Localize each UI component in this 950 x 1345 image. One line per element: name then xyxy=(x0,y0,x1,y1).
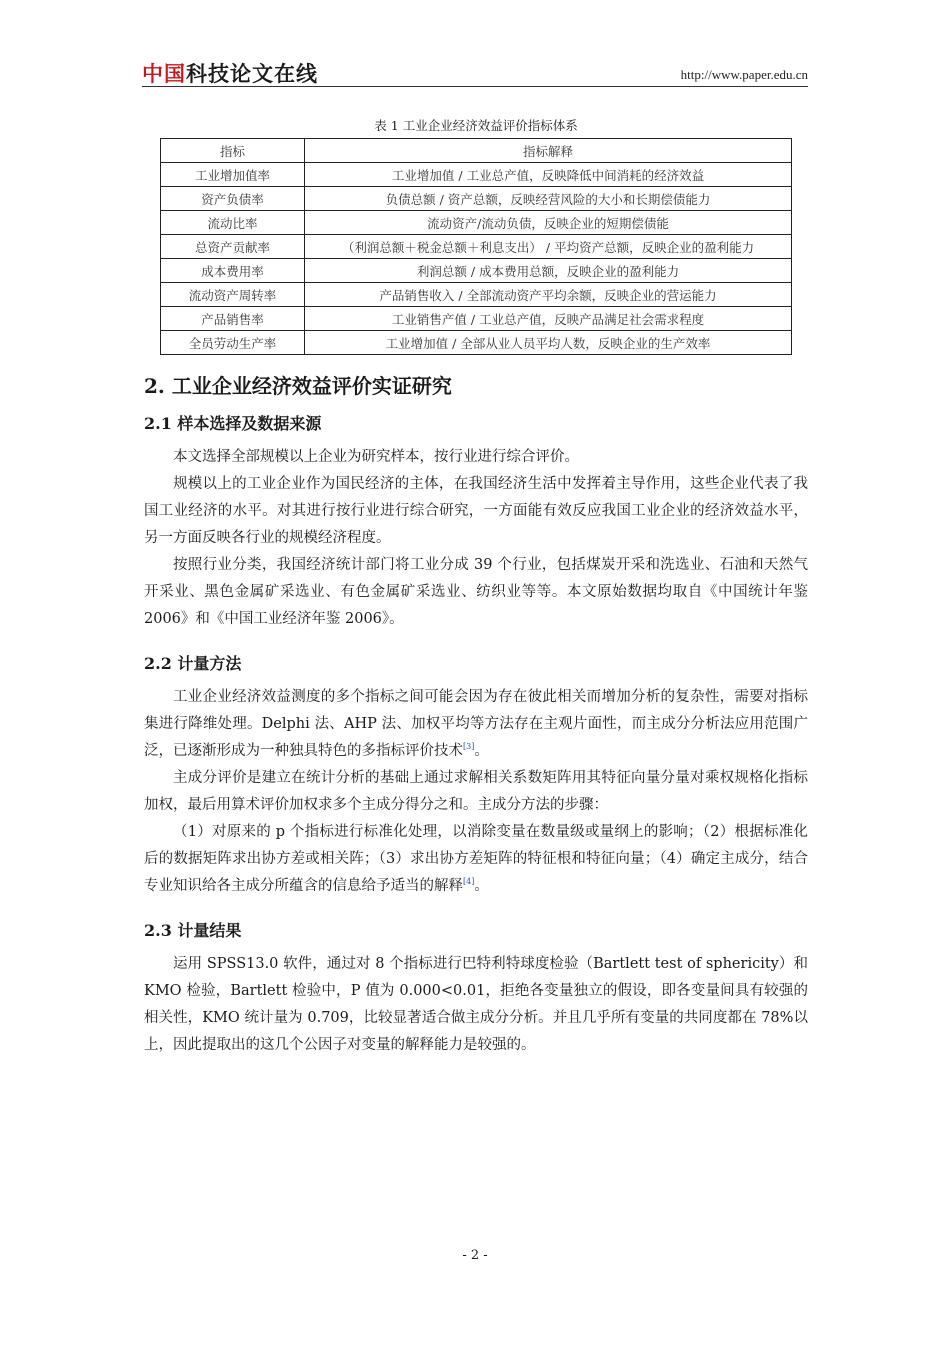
site-logo xyxy=(142,58,318,88)
logo-red-text: 中国 xyxy=(142,62,186,86)
subsection-heading-2-3: 2.3 计量结果 xyxy=(144,921,242,940)
indicator-table xyxy=(160,138,792,355)
table-row xyxy=(161,331,792,355)
subsection-heading-2-1: 2.1 样本选择及数据来源 xyxy=(144,414,322,433)
table-cell: 工业增加值 / 工业总产值，反映降低中间消耗的经济效益 xyxy=(305,163,792,187)
table-cell: 全员劳动生产率 xyxy=(161,331,305,355)
table-cell: 利润总额 / 成本费用总额，反映企业的盈利能力 xyxy=(305,259,792,283)
table-row xyxy=(161,163,792,187)
citation-link[interactable]: [4] xyxy=(463,877,475,887)
table-row xyxy=(161,235,792,259)
paragraph xyxy=(144,684,808,765)
table-cell: 产品销售率 xyxy=(161,307,305,331)
paragraph-text: 工业企业经济效益测度的多个指标之间可能会因为存在彼此相关而增加分析的复杂性，需要对指标集进行降维处理。Delphi 法、AHP 法、加权平均等方法存在主观片面性，而主成分分析法应用范围广泛，已逐渐形成为一种独具特色的多指标评价技术 xyxy=(144,689,808,759)
table-row xyxy=(161,187,792,211)
table-cell: 流动比率 xyxy=(161,211,305,235)
header-url: http://www.paper.edu.cn xyxy=(680,67,808,82)
table-cell: 工业增加值率 xyxy=(161,163,305,187)
paragraph: 运用 SPSS13.0 软件，通过对 8 个指标进行巴特利特球度检验（Bartlett test of sphericity）和 KMO 检验，Bartlett 检验中，P 值为 0.000<0.01，拒绝各变量独立的假设，即各变量间具有较强的相关性，KMO 统计量为 0.709，比较显著适合做主成分分析。并且几乎所有变量的共同度都在 78%以上，因此提取出的这几个公因子对变量的解释能力是较强的。 xyxy=(144,956,808,1053)
citation-link[interactable]: [3] xyxy=(463,742,475,752)
table-cell: 流动资产周转率 xyxy=(161,283,305,307)
section-heading: 2. 工业企业经济效益评价实证研究 xyxy=(144,374,452,398)
table-row xyxy=(161,211,792,235)
paragraph xyxy=(144,819,808,900)
table-row xyxy=(161,283,792,307)
table-cell: 总资产贡献率 xyxy=(161,235,305,259)
table-header-cell: 指标 xyxy=(161,139,305,163)
table-row xyxy=(161,307,792,331)
paragraph: 按照行业分类，我国经济统计部门将工业分成 39 个行业，包括煤炭开采和洗选业、石油和天然气开采业、黑色金属矿采选业、有色金属矿采选业、纺织业等等。本文原始数据均取自《中国统计年鉴 2006》和《中国工业经济年鉴 2006》。 xyxy=(144,557,808,627)
table-cell: 成本费用率 xyxy=(161,259,305,283)
table-header-row xyxy=(161,139,792,163)
paragraph: 规模以上的工业企业作为国民经济的主体，在我国经济生活中发挥着主导作用，这些企业代表了我国工业经济的水平。对其进行按行业进行综合研究，一方面能有效反应我国工业企业的经济效益水平，另一方面反映各行业的规模经济程度。 xyxy=(144,476,808,546)
table-cell: 负债总额 / 资产总额，反映经营风险的大小和长期偿债能力 xyxy=(305,187,792,211)
table-cell: 产品销售收入 / 全部流动资产平均余额，反映企业的营运能力 xyxy=(305,283,792,307)
paragraph: 本文选择全部规模以上企业为研究样本，按行业进行综合评价。 xyxy=(173,449,579,465)
page-number: - 2 - xyxy=(462,1248,488,1263)
paragraph-text: （1）对原来的 p 个指标进行标准化处理，以消除变量在数量级或量纲上的影响；（2）根据标准化后的数据矩阵求出协方差或相关阵；（3）求出协方差矩阵的特征根和特征向量；（4）确定主成分，结合专业知识给各主成分所蕴含的信息给予适当的解释 xyxy=(144,824,808,894)
table-cell: 工业增加值 / 全部从业人员平均人数，反映企业的生产效率 xyxy=(305,331,792,355)
table-header-cell: 指标解释 xyxy=(305,139,792,163)
paragraph-end: 。 xyxy=(474,743,489,759)
table-cell: 流动资产/流动负债，反映企业的短期偿债能 xyxy=(305,211,792,235)
paragraph-end: 。 xyxy=(474,878,489,894)
table-cell: 工业销售产值 / 工业总产值，反映产品满足社会需求程度 xyxy=(305,307,792,331)
table-cell: 资产负债率 xyxy=(161,187,305,211)
table-row xyxy=(161,259,792,283)
table-caption: 表 1 工业企业经济效益评价指标体系 xyxy=(374,118,578,133)
subsection-heading-2-2: 2.2 计量方法 xyxy=(144,654,242,673)
paragraph: 主成分评价是建立在统计分析的基础上通过求解相关系数矩阵用其特征向量分量对乘权规格化指标加权，最后用算术评价加权求多个主成分得分之和。主成分方法的步骤： xyxy=(144,770,808,813)
table-cell: （利润总额＋税金总额＋利息支出） / 平均资产总额，反映企业的盈利能力 xyxy=(305,235,792,259)
page-header xyxy=(142,56,808,87)
logo-black-text: 科技论文在线 xyxy=(186,62,318,86)
